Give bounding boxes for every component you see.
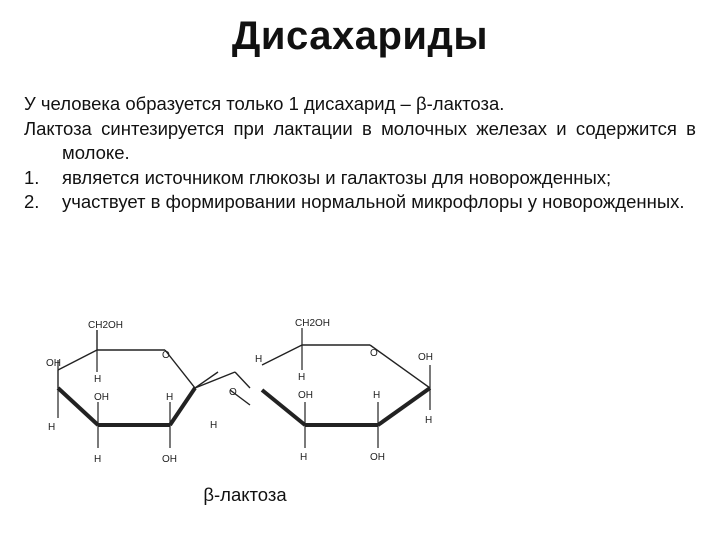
right-h-label: H bbox=[425, 415, 433, 426]
right-oh-label: OH bbox=[418, 352, 433, 363]
list-item bbox=[24, 166, 696, 191]
left-h-label: H bbox=[94, 374, 102, 385]
left-oh-label: OH bbox=[162, 454, 177, 465]
left-h-label: H bbox=[166, 392, 174, 403]
left-h-label: H bbox=[94, 454, 102, 465]
body-text bbox=[24, 92, 696, 215]
right-ring-oxygen-label: O bbox=[370, 348, 378, 359]
left-ch2oh-label: CH2OH bbox=[88, 320, 124, 331]
right-ch2oh-label: CH2OH bbox=[295, 318, 331, 329]
right-oh-label: OH bbox=[298, 390, 313, 401]
list-number: 1. bbox=[24, 166, 40, 188]
left-oh-label: OH bbox=[46, 358, 61, 369]
right-h-label: H bbox=[298, 372, 306, 383]
right-oh-label: OH bbox=[370, 452, 385, 463]
lactose-structural-formula bbox=[40, 310, 460, 480]
slide-title: Дисахариды bbox=[231, 14, 489, 58]
left-glucose-ring bbox=[58, 330, 195, 448]
list-number: 2. bbox=[24, 191, 40, 212]
list-text: является источником глюкозы и галактозы для новорожденных; bbox=[62, 166, 612, 188]
paragraph-lactose-intro: У человека образуется только 1 дисахарид – β-лактоза. bbox=[24, 93, 505, 114]
left-ring-oxygen-label: O bbox=[162, 350, 170, 361]
paragraph-lactose-synthesis: Лактоза синтезируется при лактации в молочных железах и содержится в молоке. bbox=[24, 117, 696, 163]
glycosidic-bridge bbox=[195, 372, 250, 405]
right-h-label: H bbox=[255, 354, 263, 365]
bridge-oxygen-label: O bbox=[229, 387, 237, 398]
right-h-label: H bbox=[300, 452, 308, 463]
right-galactose-ring bbox=[262, 328, 433, 448]
right-h-label: H bbox=[373, 390, 381, 401]
left-h-label: H bbox=[210, 420, 218, 431]
list-text: участвует в формировании нормальной микрофлоры у новорожденных. bbox=[62, 191, 685, 212]
structure-caption: β-лактоза bbox=[203, 484, 287, 505]
left-h-label: H bbox=[48, 422, 56, 433]
left-oh-label: OH bbox=[94, 392, 109, 403]
list-item bbox=[24, 190, 696, 215]
